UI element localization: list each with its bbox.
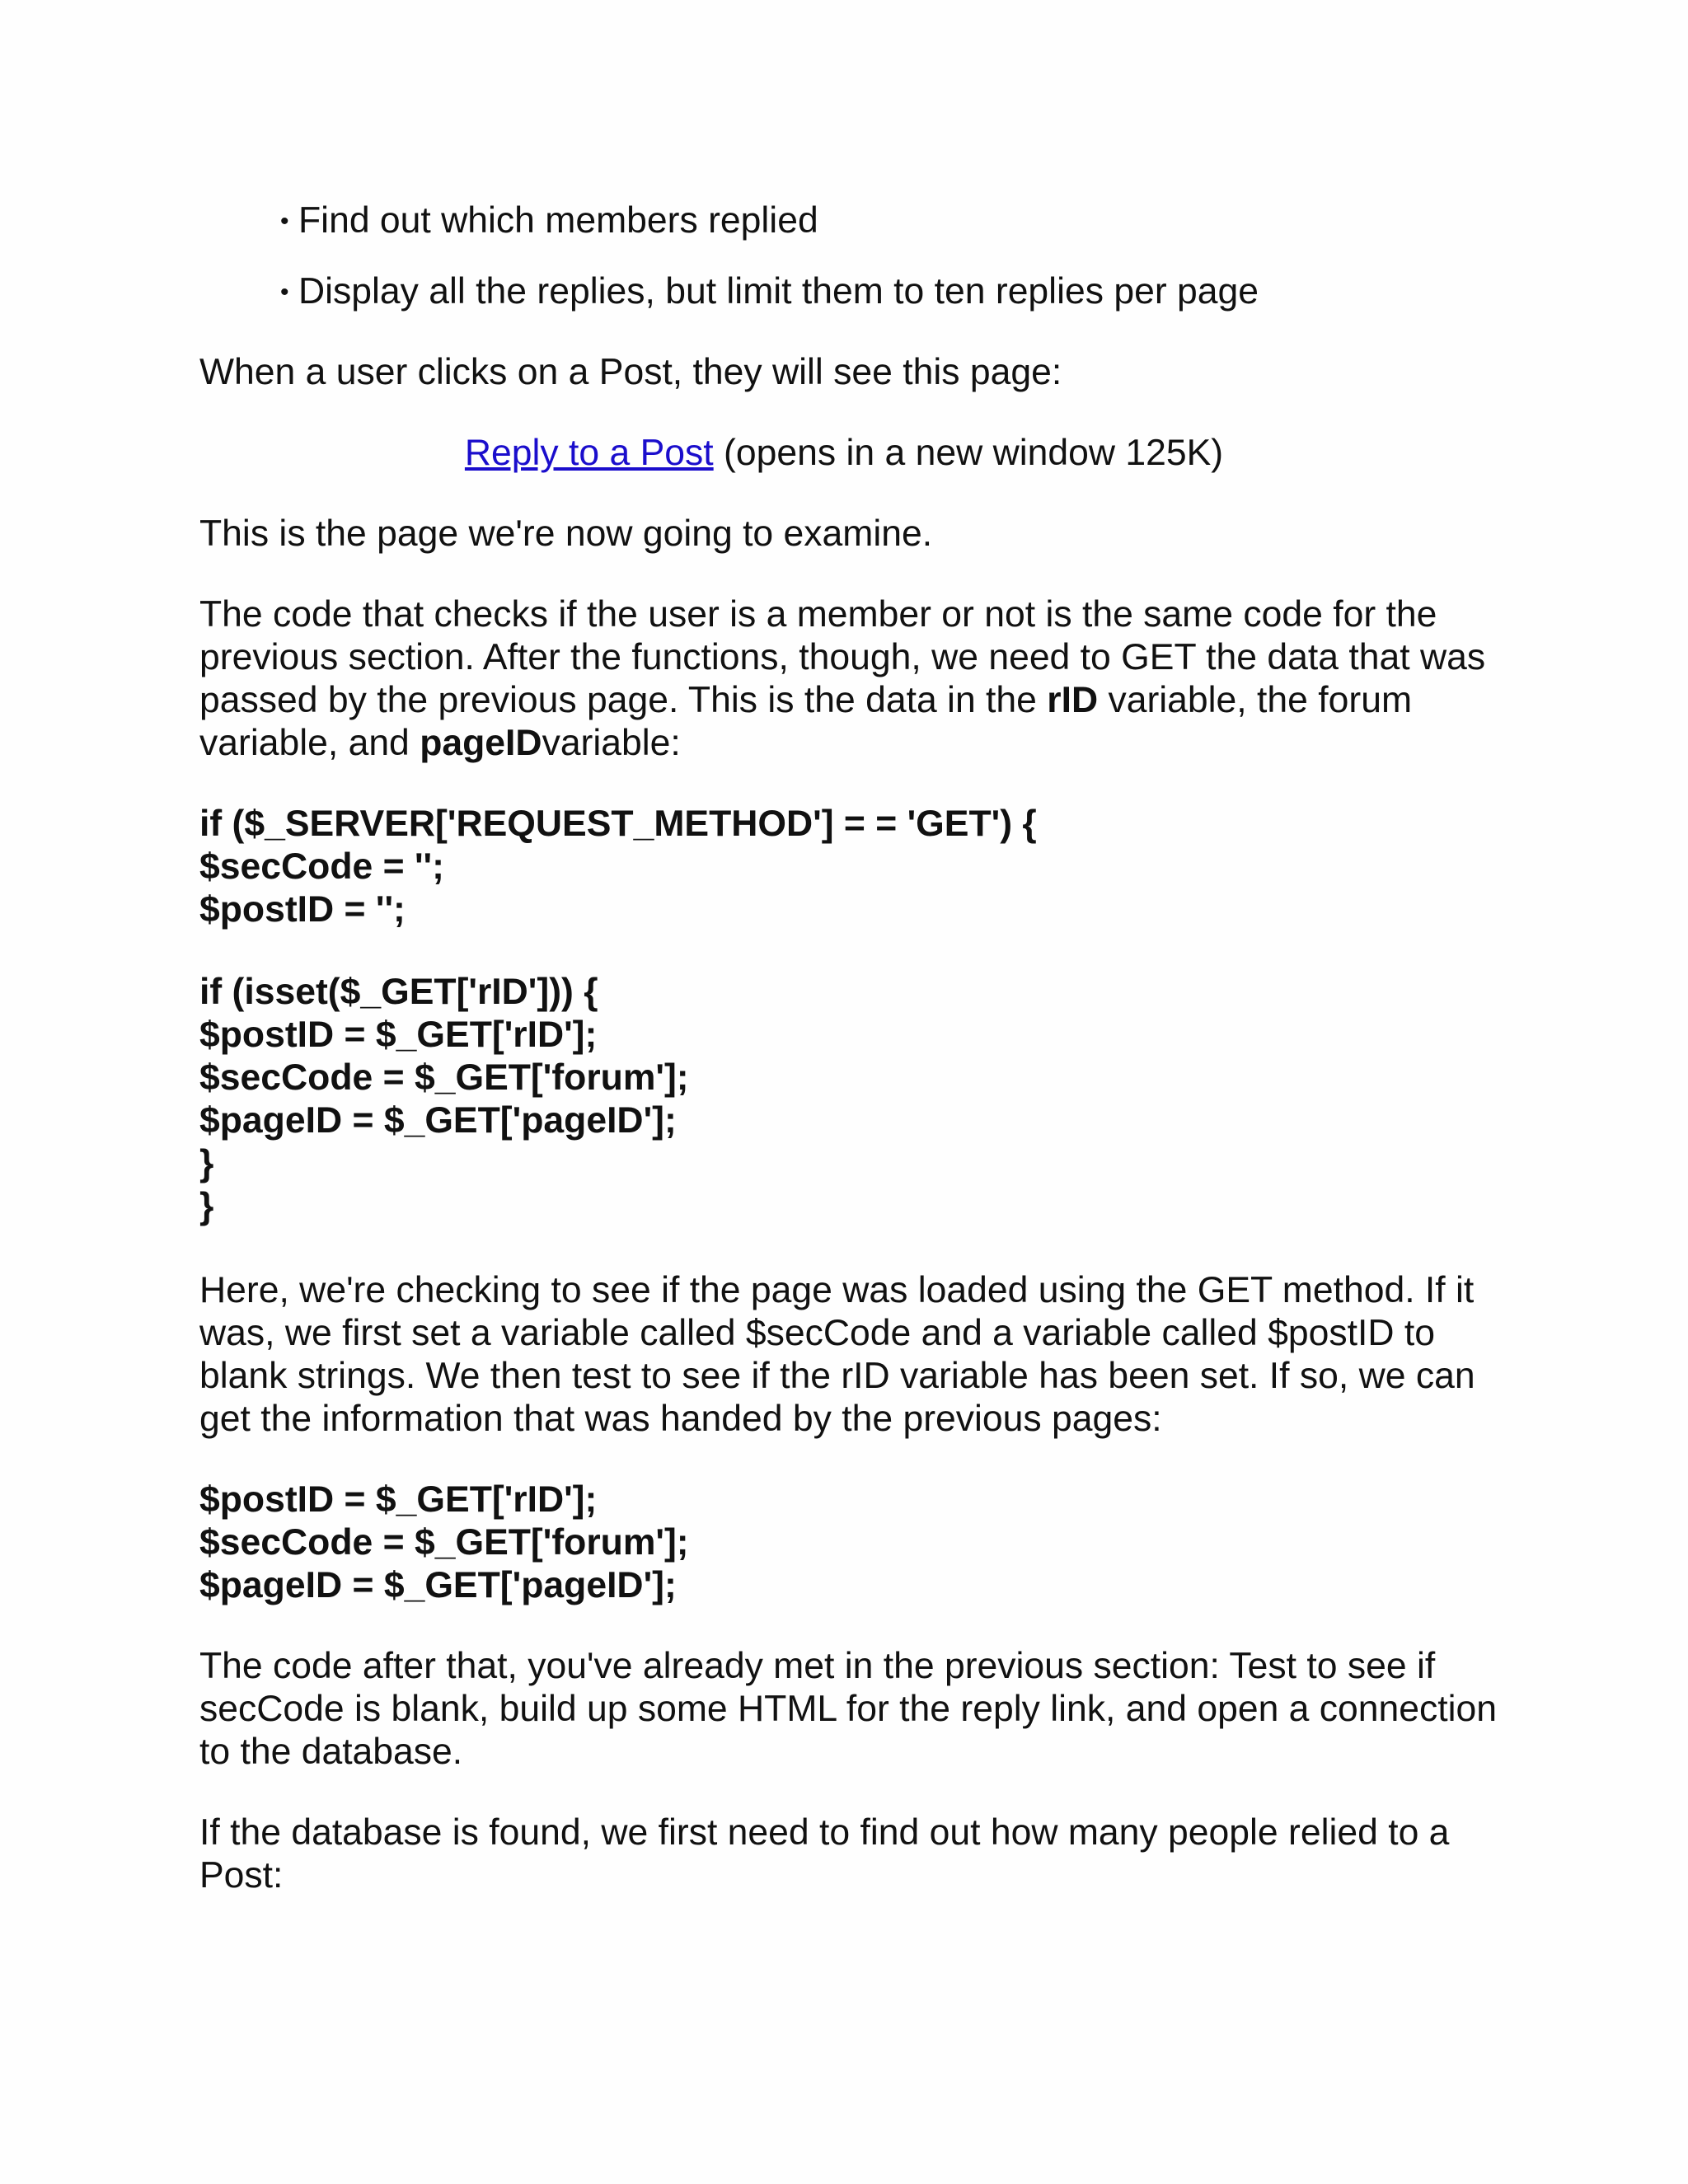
intro-text: When a user clicks on a Post, they will see this page:: [199, 352, 1062, 392]
get-text-part: variable:: [542, 723, 681, 763]
db-paragraph: [199, 1811, 1502, 1897]
get-text-part: The code that checks if the user is a member or not is the same code for the previous section. After the functions, though, we need to GET the data that was passed by the previous page. This is the data in the: [199, 594, 1486, 720]
code-line: if ($_SERVER['REQUEST_METHOD'] = = 'GET') {: [199, 804, 1037, 844]
after-text: The code after that, you've already met in the previous section: Test to see if secCode is blank, build up some HTML for the reply link, and open a connection to the database.: [199, 1646, 1498, 1772]
get-paragraph: [199, 593, 1502, 765]
here-text: Here, we're checking to see if the page was loaded using the GET method. If it was, we first set a variable called $secCode and a variable called $postID to blank strings. We then test to see if the rID variable has been set. If so, we can get the information that was handed by the previous pages:: [199, 1270, 1475, 1439]
code-line: }: [199, 1143, 214, 1183]
bullet-text: Display all the replies, but limit them to ten replies per page: [298, 271, 1259, 312]
code-line: $secCode = $_GET['forum'];: [199, 1522, 689, 1563]
db-text: If the database is found, we first need to find out how many people relied to a Post:: [199, 1812, 1450, 1896]
reply-link-line: [0, 432, 1688, 475]
examine-text: This is the page we're now going to examine.: [199, 513, 933, 554]
pageid-bold: pageID: [420, 723, 542, 763]
bullet-icon: •: [280, 208, 289, 235]
code-line: $postID = $_GET['rID'];: [199, 1015, 598, 1055]
code-line: }: [199, 1186, 214, 1226]
rid-bold: rID: [1047, 680, 1099, 720]
get-paragraph-text: [199, 593, 1502, 765]
get-text-part: variable, the forum variable, and: [199, 680, 1413, 763]
reply-to-post-link[interactable]: Reply to a Post: [464, 433, 714, 473]
intro-paragraph: [199, 351, 1502, 394]
code-line: $pageID = $_GET['pageID'];: [199, 1565, 677, 1605]
bullet-text: Find out which members replied: [298, 200, 818, 241]
bullet-icon: •: [280, 279, 289, 306]
code-block-1: [199, 803, 1502, 931]
here-paragraph: [199, 1269, 1502, 1441]
code-line: $postID = $_GET['rID'];: [199, 1479, 598, 1520]
code-line: if (isset($_GET['rID'])) {: [199, 972, 598, 1012]
after-paragraph: [199, 1645, 1502, 1774]
code-line: $postID = '';: [199, 889, 406, 930]
examine-paragraph: [199, 513, 1502, 555]
bullet-item-1: [280, 199, 818, 243]
code-block-3: [199, 1479, 1502, 1607]
link-suffix: (opens in a new window 125K): [713, 433, 1224, 473]
bullet-item-2: [280, 270, 1259, 314]
code-line: $secCode = $_GET['forum'];: [199, 1057, 689, 1098]
code-block-2: [199, 971, 1502, 1228]
code-line: $pageID = $_GET['pageID'];: [199, 1100, 677, 1141]
code-line: $secCode = '';: [199, 846, 444, 887]
